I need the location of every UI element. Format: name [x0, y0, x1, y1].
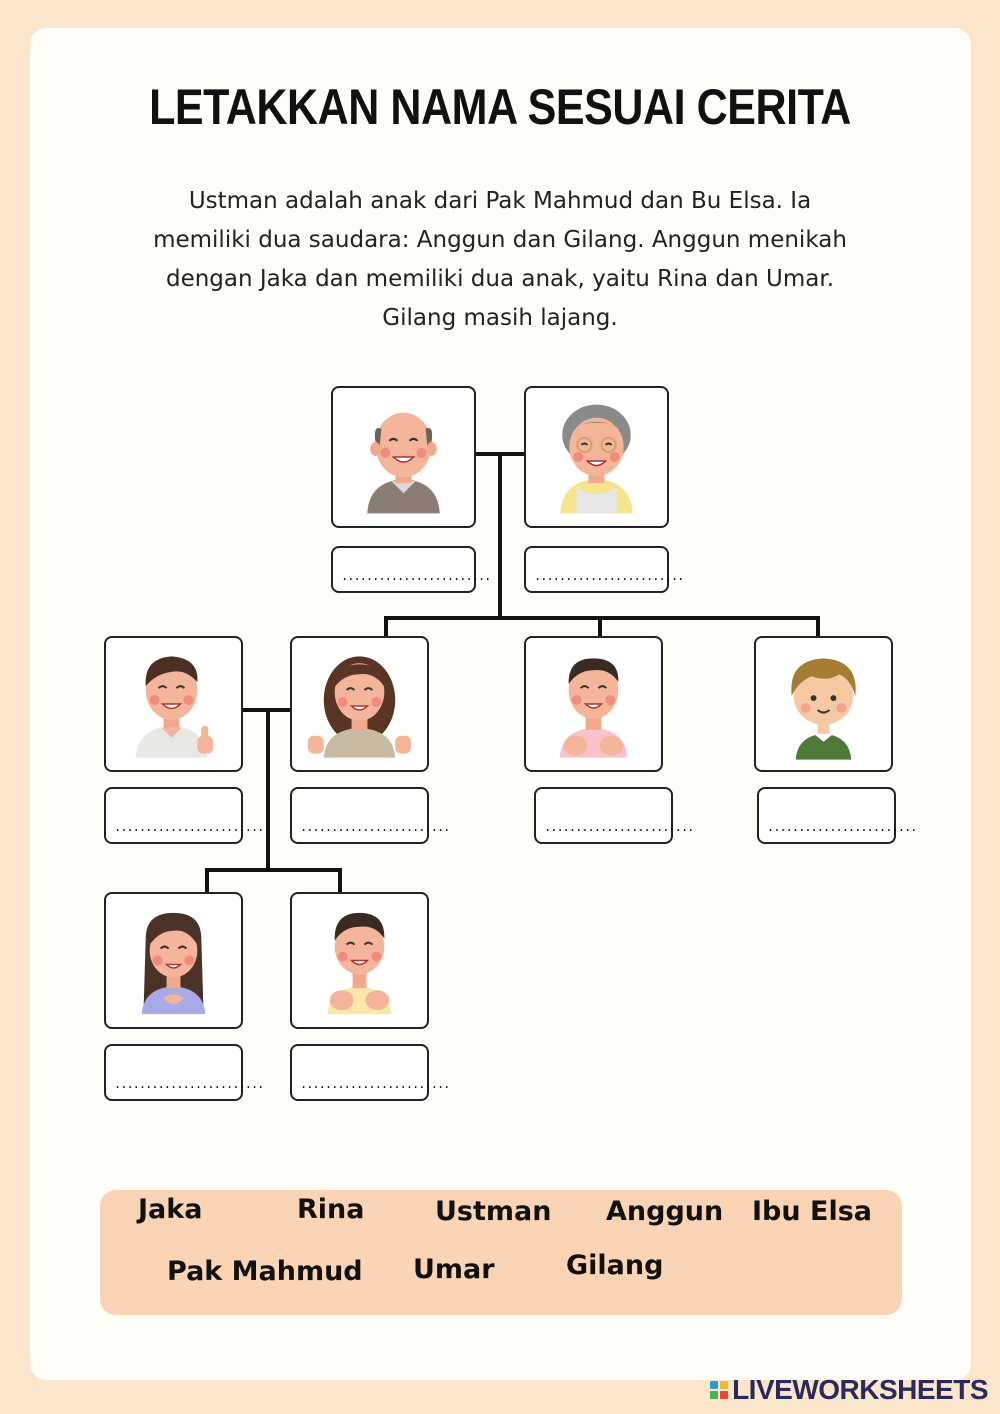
family-card: [290, 636, 429, 772]
name-slot-father[interactable]: [104, 787, 264, 844]
family-card: [331, 386, 476, 528]
grandfather-portrait: [333, 388, 474, 526]
brand-name: LIVEWORKSHEETS: [732, 1374, 988, 1405]
boy-portrait: [756, 638, 891, 770]
word-gilang[interactable]: Gilang: [566, 1250, 664, 1281]
word-ustman[interactable]: Ustman: [435, 1196, 552, 1227]
story-line: Ustman adalah anak dari Pak Mahmud dan Bu Elsa. Ia: [188, 188, 812, 214]
name-slot-grandmother[interactable]: [524, 546, 684, 593]
story-line: memiliki dua saudara: Anggun dan Gilang. Anggun menikah: [153, 227, 847, 253]
name-slot-umar[interactable]: [290, 1044, 450, 1101]
slot-dots: ........................: [114, 1077, 264, 1091]
family-card: [104, 636, 243, 772]
slot-dots: ........................: [534, 569, 684, 583]
word-jaka[interactable]: Jaka: [138, 1194, 203, 1225]
liveworksheets-logo: [710, 1374, 988, 1406]
word-anggun[interactable]: Anggun: [606, 1196, 724, 1227]
word-rina[interactable]: Rina: [297, 1194, 365, 1225]
girl-heart-portrait: [106, 894, 241, 1027]
slot-dots: ........................: [544, 820, 694, 834]
man-thumbs-up-portrait: [106, 638, 241, 770]
word-ibu-elsa[interactable]: Ibu Elsa: [752, 1196, 872, 1227]
family-card: [104, 892, 243, 1029]
slot-dots: ........................: [114, 820, 264, 834]
woman-thumbs-up-portrait: [292, 638, 427, 770]
family-card: [290, 892, 429, 1029]
slot-dots: ........................: [767, 820, 917, 834]
word-umar[interactable]: Umar: [413, 1254, 495, 1285]
name-slot-rina[interactable]: [104, 1044, 264, 1101]
young-man-heart-portrait: [526, 638, 661, 770]
brand-grid-icon: [710, 1381, 728, 1399]
slot-dots: ........................: [300, 820, 450, 834]
page-title: LETAKKAN NAMA SESUAI CERITA: [149, 79, 851, 135]
word-pak-mahmud[interactable]: Pak Mahmud: [167, 1256, 363, 1287]
name-slot-mother[interactable]: [290, 787, 450, 844]
name-slot-ustman[interactable]: [534, 787, 694, 844]
slot-dots: ........................: [300, 1077, 450, 1091]
name-slot-grandfather[interactable]: [331, 546, 491, 593]
family-card: [754, 636, 893, 772]
slot-dots: ........................: [341, 569, 491, 583]
grandmother-portrait: [526, 388, 667, 526]
family-card: [524, 636, 663, 772]
story-line: Gilang masih lajang.: [382, 305, 618, 331]
name-slot-gilang[interactable]: [757, 787, 917, 844]
story-line: dengan Jaka dan memiliki dua anak, yaitu Rina dan Umar.: [165, 266, 835, 292]
family-card: [524, 386, 669, 528]
boy-heart-portrait: [292, 894, 427, 1027]
